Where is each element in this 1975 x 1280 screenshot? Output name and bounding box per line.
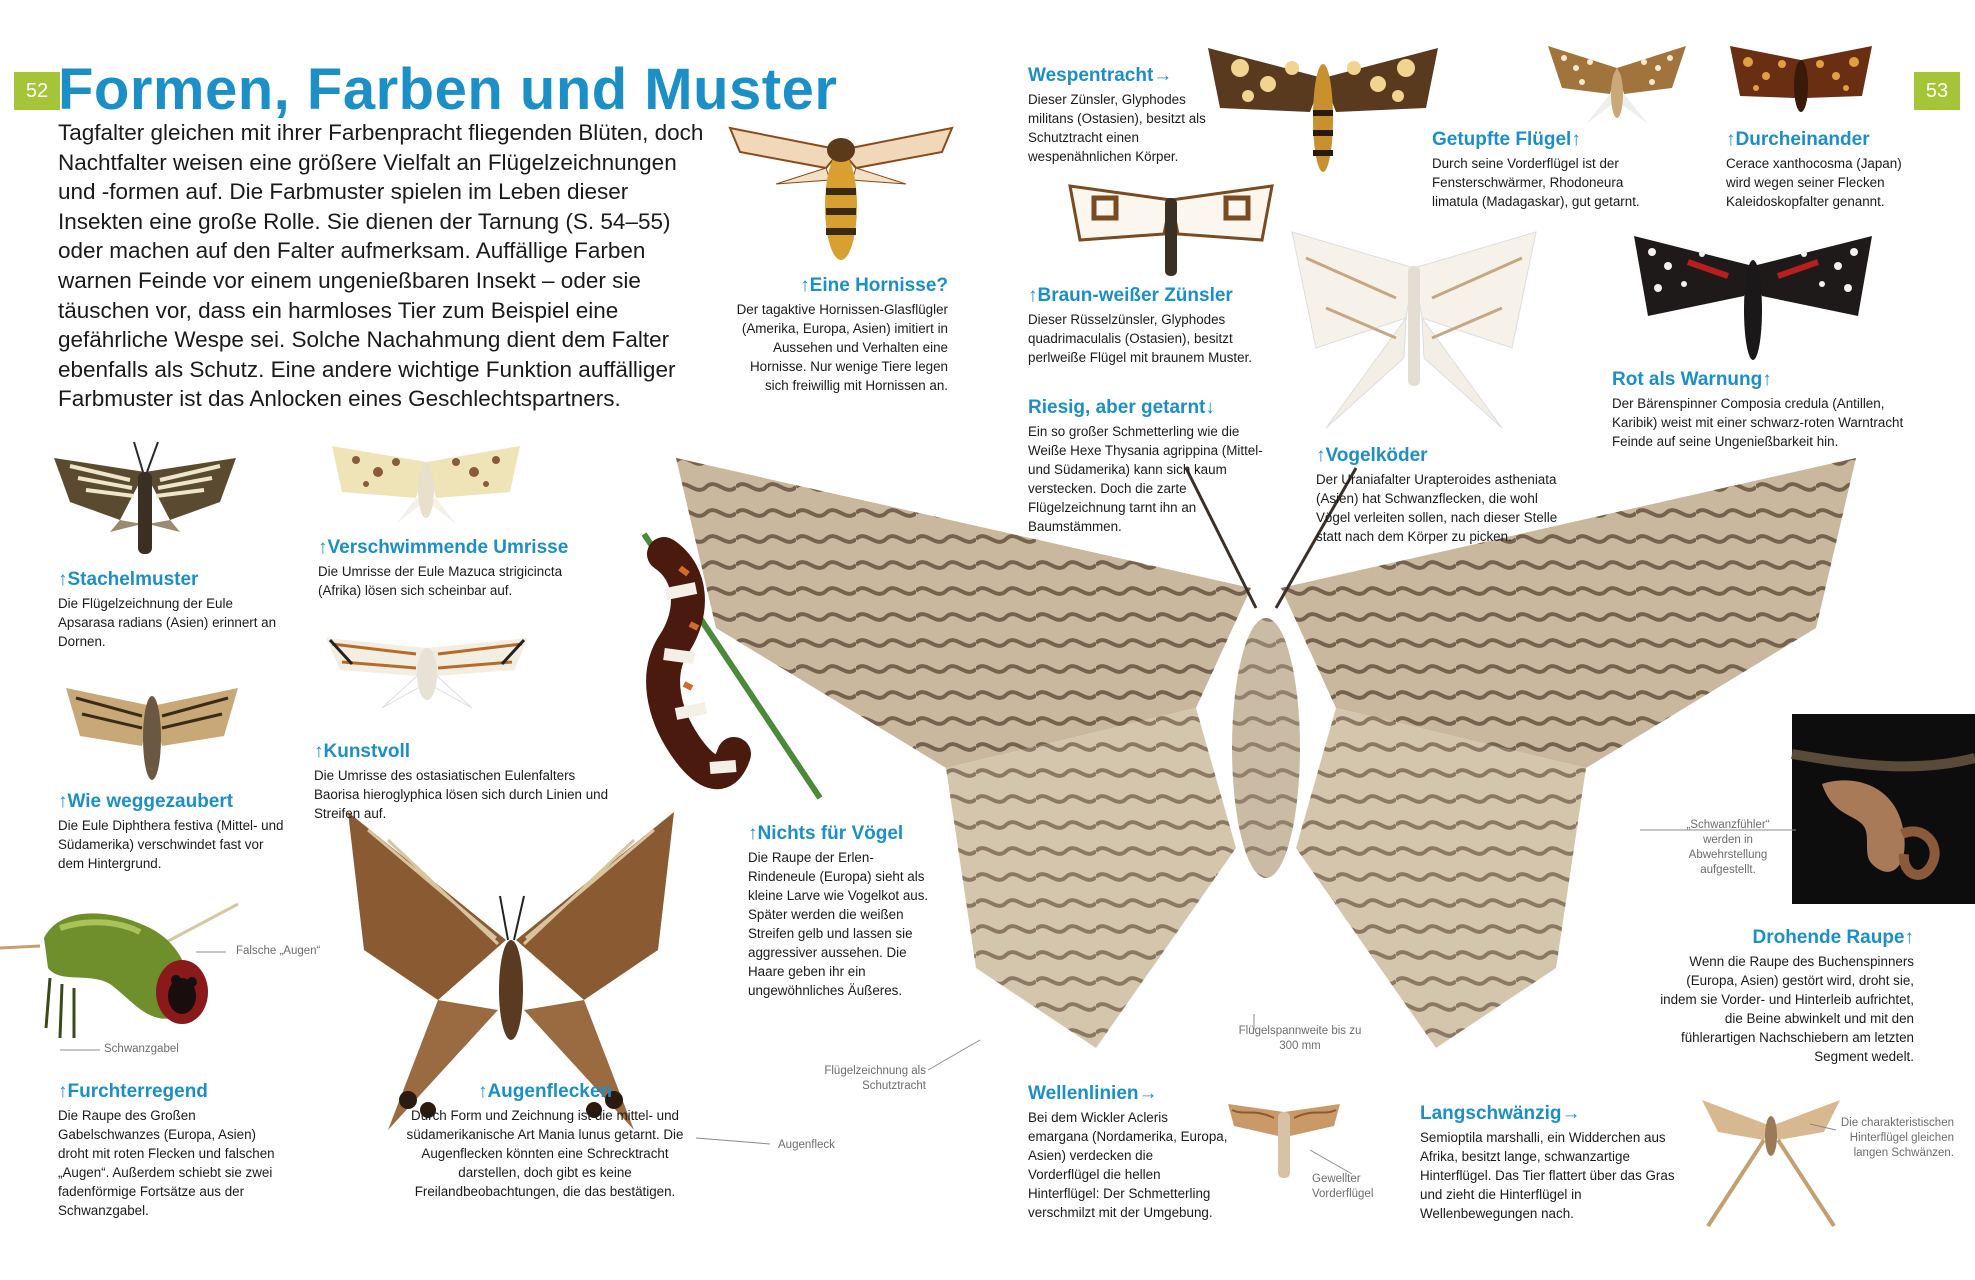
caption-heading: Wellenlinien→ <box>1028 1083 1158 1104</box>
caption-text: Die Raupe der Erlen-Rindeneule (Europa) sieht als kleine Larve wie Vogelkot aus. Später werden die weißen Streifen gelb und lassen sie aggressiver aussehen. Die Haare geben ihr ein ungewöhnliches Äußeres. <box>748 850 929 998</box>
caption-heading: ↑Nichts für Vögel <box>748 823 904 844</box>
caption-text: Dieser Zünsler, Glyphodes militans (Ostasien), besitzt als Schutztracht einen wespenähnlichen Körper. <box>1028 92 1206 164</box>
caption-heading: Riesig, aber getarnt↓ <box>1028 397 1215 418</box>
label-schwanzfuehler: „Schwanzfühler“ werden in Abwehrstellung aufgestellt. <box>1686 819 1770 876</box>
caption-text: Wenn die Raupe des Buchenspinners (Europa, Asien) gestört wird, droht sie, indem sie Vorder- und Hinterleib aufrichtet, die Beine abwinkelt und mit den fühlerartigen Nachschiebern am letzten Segment wedelt. <box>1660 954 1914 1064</box>
label-schwanzgabel: Schwanzgabel <box>104 1043 179 1055</box>
caption-text: Bei dem Wickler Acleris emargana (Nordamerika, Europa, Asien) verdecken die Vorderflügel die hellen Hinterflügel: Der Schmetterling verschmilzt mit der Umgebung. <box>1028 1110 1228 1220</box>
caption-heading: Drohende Raupe↑ <box>1752 927 1914 948</box>
caption-text: Der Uraniafalter Urapteroides astheniata (Asien) hat Schwanzflecken, die wohl Vögel verleiten sollen, nach dieser Stelle statt nach dem Körper zu picken. <box>1316 472 1558 544</box>
caption-text: Durch seine Vorderflügel ist der Fensterschwärmer, Rhodoneura limatula (Madagaskar), gut getarnt. <box>1432 156 1640 209</box>
caption-heading: ↑Braun-weißer Zünsler <box>1028 285 1233 306</box>
caption-heading: Rot als Warnung↑ <box>1612 369 1772 390</box>
caption-heading: ↑Stachelmuster <box>58 569 199 590</box>
caption-heading: Getupfte Flügel↑ <box>1432 129 1581 150</box>
caption-heading: ↑Verschwimmende Umrisse <box>318 537 569 558</box>
caption-heading: ↑Kunstvoll <box>314 741 411 762</box>
label-falsche-augen: Falsche „Augen“ <box>236 945 321 957</box>
caption-text: Die Flügelzeichnung der Eule Apsarasa radians (Asien) erinnert an Dornen. <box>58 596 277 649</box>
caption-text: Die Eule Diphthera festiva (Mittel- und Südamerika) verschwindet fast vor dem Hintergrund. <box>58 818 284 871</box>
page-number-right: 53 <box>1914 72 1960 110</box>
caption-text: Der tagaktive Hornissen-Glasflügler (Amerika, Europa, Asien) imitiert in Aussehen und Verhalten eine Hornisse. Nur wenige Tiere legen sich freiwillig mit Hornissen an. <box>736 302 948 393</box>
caption-text: Die Umrisse des ostasiatischen Eulenfalters Baorisa hieroglyphica lösen sich durch Linien und Streifen auf. <box>314 768 609 821</box>
caption-text: Die Raupe des Großen Gabelschwanzes (Europa, Asien) droht mit roten Flecken und falschen „Augen“. Außerdem schiebt sie zwei fadenförmige Fortsätze aus der Schwanzgabel. <box>58 1108 275 1218</box>
label-fluegelzeichnung: Flügelzeichnung als Schutztracht <box>824 1065 926 1092</box>
caption-text: Durch Form und Zeichnung ist die mittel- und südamerikanische Art Mania lunus getarnt. Die Augenflecken könnten eine Schrecktracht darstellen, doch gibt es keine Freilandbeobachtungen, die das bestätigen. <box>406 1108 684 1199</box>
page-title: Formen, Farben und Muster <box>58 57 838 122</box>
caption-heading: ↑Durcheinander <box>1726 129 1870 150</box>
caption-heading: Wespentracht→ <box>1028 65 1173 86</box>
caption-heading: ↑Augenflecken <box>477 1081 613 1102</box>
label-gewellter: Gewellter Vorderflügel <box>1312 1173 1374 1200</box>
caption-text: Cerace xanthocosma (Japan) wird wegen seiner Flecken Kaleidoskopfalter genannt. <box>1726 156 1902 209</box>
caption-heading: ↑Vogelköder <box>1316 445 1428 466</box>
caption-text: Dieser Rüsselzünsler, Glyphodes quadrimaculalis (Ostasien), besitzt perlweiße Flügel mit braunem Muster. <box>1028 312 1253 365</box>
intro-text: Tagfalter gleichen mit ihrer Farbenpracht fliegenden Blüten, doch Nachtfalter weisen eine größere Vielfalt an Flügelzeichnungen und -formen auf. Die Farbmuster spielen im Leben dieser Insekten eine große Rolle. Sie dienen der Tarnung (S. 54–55) oder machen auf den Falter aufmerksam. Auffällige Farben warnen Feinde vor einem ungenießbaren Insekt – oder sie täuschen vor, dass ein harmloses Tier zum Beispiel eine gefährliche Wespe sei. Solche Nachahmung dient dem Falter ebenfalls als Schutz. Eine andere wichtige Funktion auffälliger Farbmuster ist das Anlocken eines Geschlechtspartners. <box>58 120 704 412</box>
label-spannweite: Flügelspannweite bis zu 300 mm <box>1238 1025 1362 1052</box>
caption-text: Semioptila marshalli, ein Widderchen aus Afrika, besitzt lange, schwanzartige Hinterflügel. Das Tier flattert über das Gras und zieht die Hinterflügel in Wellenbewegungen nach. <box>1420 1130 1675 1221</box>
caption-heading: ↑Eine Hornisse? <box>800 275 948 296</box>
caption-heading: Langschwänzig→ <box>1420 1103 1581 1124</box>
label-hinterfluegel: Die charakteristischen Hinterflügel gleichen langen Schwänzen. <box>1840 1117 1954 1159</box>
label-augenfleck: Augenfleck <box>778 1139 835 1151</box>
caption-text: Ein so großer Schmetterling wie die Weiße Hexe Thysania agrippina (Mittel- und Südamerika) kann sich kaum verstecken. Doch die zarte Flügelzeichnung tarnt ihn an Baumstämmen. <box>1028 424 1263 534</box>
caption-heading: ↑Wie weggezaubert <box>58 791 234 812</box>
caption-text: Die Umrisse der Eule Mazuca strigicincta (Afrika) lösen sich scheinbar auf. <box>318 564 563 598</box>
page-number-left: 52 <box>14 72 60 110</box>
caption-heading: ↑Furchterregend <box>58 1081 208 1102</box>
caption-text: Der Bärenspinner Composia credula (Antillen, Karibik) weist mit einer schwarz-roten Warntracht Feinde auf seine Ungenießbarkeit hin. <box>1612 396 1904 449</box>
